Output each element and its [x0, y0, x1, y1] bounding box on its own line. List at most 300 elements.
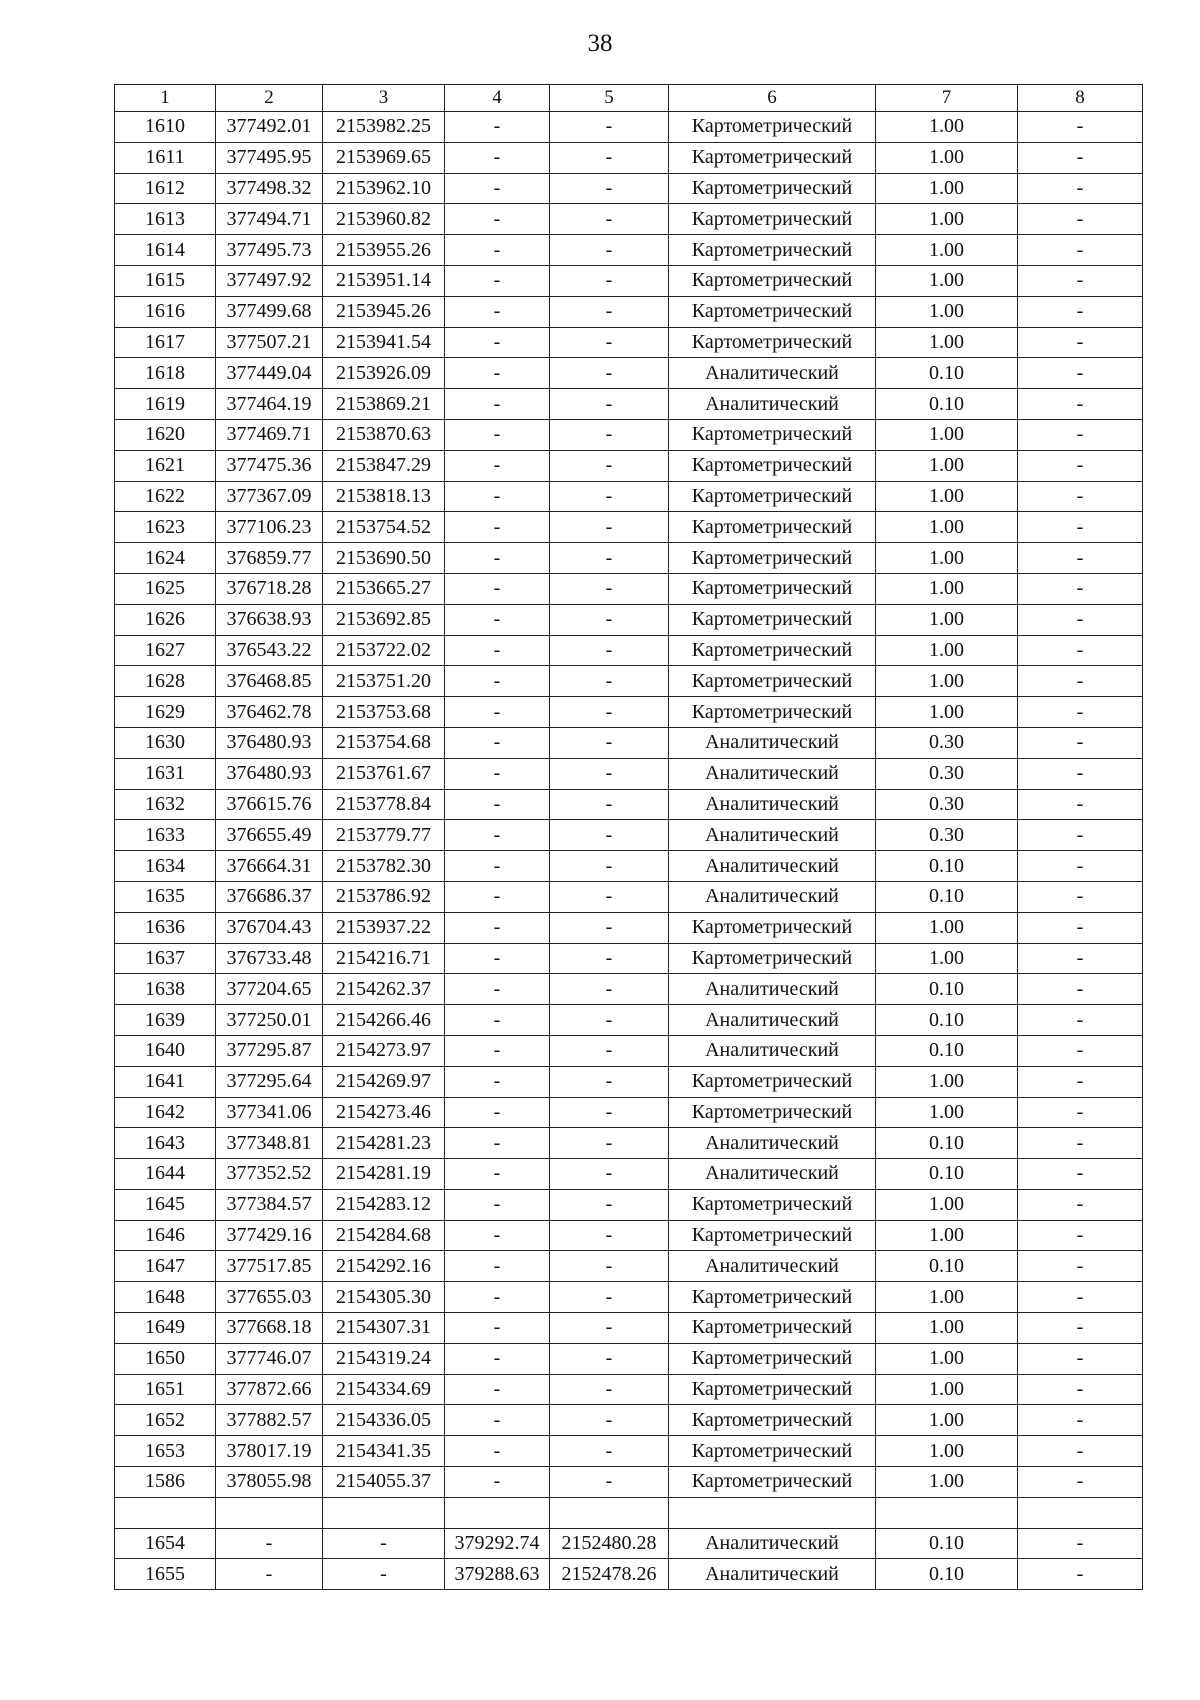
table-row [115, 789, 1143, 820]
table-cell: Аналитический [669, 727, 876, 758]
table-cell: 1.00 [876, 142, 1018, 173]
table-cell: 376686.37 [216, 881, 323, 912]
table-cell: - [445, 974, 550, 1005]
table-cell: Аналитический [669, 358, 876, 389]
table-cell: 376638.93 [216, 604, 323, 635]
table-row [115, 419, 1143, 450]
table-cell: 377507.21 [216, 327, 323, 358]
table-row [115, 450, 1143, 481]
table-cell: - [550, 851, 669, 882]
table-cell: - [1018, 1066, 1143, 1097]
table-cell: - [550, 1282, 669, 1313]
table-row [115, 943, 1143, 974]
table-cell: 2154292.16 [323, 1251, 445, 1282]
table-cell: 1.00 [876, 912, 1018, 943]
table-cell: 1.00 [876, 204, 1018, 235]
table-cell: Картометрический [669, 112, 876, 143]
table-cell: - [216, 1528, 323, 1559]
table-cell: - [445, 1189, 550, 1220]
table-cell: 377746.07 [216, 1343, 323, 1374]
table-cell: 2154284.68 [323, 1220, 445, 1251]
table-row [115, 327, 1143, 358]
table-cell: - [1018, 820, 1143, 851]
table-cell: 1614 [115, 235, 216, 266]
table-cell: - [1018, 1559, 1143, 1590]
table-cell: - [1018, 1343, 1143, 1374]
table-cell: Аналитический [669, 789, 876, 820]
table-cell: - [1018, 543, 1143, 574]
table-cell: 1.00 [876, 666, 1018, 697]
table-cell: - [1018, 512, 1143, 543]
table-cell: 1639 [115, 1005, 216, 1036]
table-cell: 1612 [115, 173, 216, 204]
table-cell: 1652 [115, 1405, 216, 1436]
table-cell: 1654 [115, 1528, 216, 1559]
table-cell: 2154341.35 [323, 1436, 445, 1467]
table-cell: 0.10 [876, 1128, 1018, 1159]
table-cell: - [550, 1097, 669, 1128]
table-cell: - [1018, 573, 1143, 604]
table-cell: 1.00 [876, 1066, 1018, 1097]
table-cell: 1.00 [876, 173, 1018, 204]
table-cell: 2153955.26 [323, 235, 445, 266]
table-cell: - [323, 1528, 445, 1559]
table-cell: 1.00 [876, 573, 1018, 604]
table-cell: 2153761.67 [323, 758, 445, 789]
table-cell: 0.10 [876, 1005, 1018, 1036]
table-cell: 2153869.21 [323, 389, 445, 420]
table-cell: Картометрический [669, 666, 876, 697]
table-cell: Аналитический [669, 1528, 876, 1559]
column-header: 3 [323, 85, 445, 112]
table-cell: - [1018, 851, 1143, 882]
table-row [115, 235, 1143, 266]
table-cell: - [445, 358, 550, 389]
table-row [115, 265, 1143, 296]
table-cell: - [445, 1097, 550, 1128]
table-cell: Картометрический [669, 1467, 876, 1498]
table-cell: Картометрический [669, 635, 876, 666]
table-row [115, 697, 1143, 728]
table-cell: Аналитический [669, 820, 876, 851]
table-cell: 1623 [115, 512, 216, 543]
table-cell: - [445, 1405, 550, 1436]
table-cell: 1651 [115, 1374, 216, 1405]
table-cell: - [445, 543, 550, 574]
table-row [115, 912, 1143, 943]
table-row [115, 666, 1143, 697]
table-row [115, 512, 1143, 543]
column-header: 2 [216, 85, 323, 112]
table-cell: - [550, 1005, 669, 1036]
table-cell: 377341.06 [216, 1097, 323, 1128]
table-cell: 376733.48 [216, 943, 323, 974]
table-cell: 2152478.26 [550, 1559, 669, 1590]
table-cell: 0.10 [876, 881, 1018, 912]
table-cell: 2153782.30 [323, 851, 445, 882]
table-cell [876, 1497, 1018, 1528]
table-cell: - [550, 881, 669, 912]
table-cell: - [1018, 727, 1143, 758]
table-cell: 1615 [115, 265, 216, 296]
table-cell: 1642 [115, 1097, 216, 1128]
table-cell: 2153969.65 [323, 142, 445, 173]
table-cell: 376859.77 [216, 543, 323, 574]
table-cell: - [445, 450, 550, 481]
table-cell: Картометрический [669, 1405, 876, 1436]
table-row [115, 358, 1143, 389]
table-cell: 1626 [115, 604, 216, 635]
table-cell: 2154216.71 [323, 943, 445, 974]
table-row [115, 1097, 1143, 1128]
table-row [115, 389, 1143, 420]
table-cell: 2153960.82 [323, 204, 445, 235]
table-cell: 2153665.27 [323, 573, 445, 604]
table-cell: 1616 [115, 296, 216, 327]
table-cell: 1621 [115, 450, 216, 481]
table-cell: 1.00 [876, 235, 1018, 266]
table-cell: - [550, 1436, 669, 1467]
table-cell: 377872.66 [216, 1374, 323, 1405]
table-cell [550, 1497, 669, 1528]
table-cell: 2153926.09 [323, 358, 445, 389]
table-cell: - [445, 881, 550, 912]
table-row [115, 1159, 1143, 1190]
table-cell: - [1018, 635, 1143, 666]
table-cell: 1586 [115, 1467, 216, 1498]
table-cell: - [1018, 789, 1143, 820]
table-cell: - [1018, 1189, 1143, 1220]
table-cell: 2154055.37 [323, 1467, 445, 1498]
table-cell [216, 1497, 323, 1528]
table-cell: Картометрический [669, 1066, 876, 1097]
table-cell: 1.00 [876, 697, 1018, 728]
table-cell: - [550, 235, 669, 266]
table-row [115, 173, 1143, 204]
table-cell: 2154269.97 [323, 1066, 445, 1097]
table-row [115, 820, 1143, 851]
table-cell: 1.00 [876, 1343, 1018, 1374]
table-cell: - [1018, 943, 1143, 974]
table-cell: - [445, 327, 550, 358]
table-cell: Картометрический [669, 450, 876, 481]
table-row [115, 1343, 1143, 1374]
table-cell: 1620 [115, 419, 216, 450]
table-cell: 376480.93 [216, 758, 323, 789]
table-row [115, 1528, 1143, 1559]
table-cell: - [1018, 450, 1143, 481]
table-cell: - [550, 974, 669, 1005]
table-cell: - [550, 604, 669, 635]
table-cell: - [445, 481, 550, 512]
table-cell: - [445, 789, 550, 820]
table-cell: - [550, 1220, 669, 1251]
table-cell: 0.10 [876, 851, 1018, 882]
table-row [115, 1282, 1143, 1313]
table-cell: - [445, 296, 550, 327]
table-cell: Аналитический [669, 1159, 876, 1190]
table-cell: 377469.71 [216, 419, 323, 450]
table-cell: 1.00 [876, 1097, 1018, 1128]
table-cell: 0.10 [876, 974, 1018, 1005]
table-cell: 2154262.37 [323, 974, 445, 1005]
table-cell: 376543.22 [216, 635, 323, 666]
table-cell: - [445, 265, 550, 296]
table-cell: - [445, 1436, 550, 1467]
table-cell: 377204.65 [216, 974, 323, 1005]
table-cell: 1649 [115, 1313, 216, 1344]
table-cell: - [445, 235, 550, 266]
table-cell: 2153779.77 [323, 820, 445, 851]
column-header: 5 [550, 85, 669, 112]
table-cell: - [1018, 1035, 1143, 1066]
table-cell: - [550, 389, 669, 420]
table-cell: 2152480.28 [550, 1528, 669, 1559]
table-cell: 2154336.05 [323, 1405, 445, 1436]
table-cell: 0.10 [876, 358, 1018, 389]
table-cell: - [445, 1374, 550, 1405]
table-cell: 1619 [115, 389, 216, 420]
table-row [115, 1313, 1143, 1344]
table-cell: 377384.57 [216, 1189, 323, 1220]
table-row [115, 296, 1143, 327]
table-cell: 1.00 [876, 481, 1018, 512]
table-cell: - [445, 727, 550, 758]
table-cell: Картометрический [669, 1097, 876, 1128]
table-cell: 1.00 [876, 450, 1018, 481]
table-cell: - [550, 142, 669, 173]
table-cell: 1640 [115, 1035, 216, 1066]
column-header: 7 [876, 85, 1018, 112]
table-cell: 1.00 [876, 265, 1018, 296]
column-header: 8 [1018, 85, 1143, 112]
table-row [115, 758, 1143, 789]
table-cell: - [445, 604, 550, 635]
table-cell: - [1018, 389, 1143, 420]
table-cell: 1613 [115, 204, 216, 235]
table-cell: 1.00 [876, 543, 1018, 574]
table-row [115, 573, 1143, 604]
table-cell: 1.00 [876, 419, 1018, 450]
table-cell: 2154319.24 [323, 1343, 445, 1374]
table-cell: - [445, 1467, 550, 1498]
table-cell: - [445, 1159, 550, 1190]
table-cell: 1625 [115, 573, 216, 604]
table-cell: - [445, 820, 550, 851]
table-cell: - [445, 851, 550, 882]
table-cell: Аналитический [669, 1005, 876, 1036]
table-cell: 2154307.31 [323, 1313, 445, 1344]
table-cell: - [550, 358, 669, 389]
table-cell: 1.00 [876, 1220, 1018, 1251]
table-cell: 376615.76 [216, 789, 323, 820]
table-cell: - [1018, 1282, 1143, 1313]
table-cell: - [1018, 1128, 1143, 1159]
table-cell: - [550, 758, 669, 789]
table-cell: Картометрический [669, 1343, 876, 1374]
table-cell: 376462.78 [216, 697, 323, 728]
table-cell: 2154334.69 [323, 1374, 445, 1405]
table-cell: 377517.85 [216, 1251, 323, 1282]
table-cell: 1641 [115, 1066, 216, 1097]
table-cell: Картометрический [669, 419, 876, 450]
table-cell: - [1018, 112, 1143, 143]
table-cell: - [445, 204, 550, 235]
table-cell: - [550, 419, 669, 450]
table-cell: 1648 [115, 1282, 216, 1313]
table-cell: - [445, 512, 550, 543]
table-cell: 1643 [115, 1128, 216, 1159]
table-row [115, 1559, 1143, 1590]
table-cell: 2154266.46 [323, 1005, 445, 1036]
table-row [115, 1189, 1143, 1220]
table-cell: - [550, 573, 669, 604]
table-cell: 0.10 [876, 389, 1018, 420]
table-cell: 1644 [115, 1159, 216, 1190]
table-cell: - [550, 1251, 669, 1282]
table-cell: 1.00 [876, 512, 1018, 543]
table-cell: 1653 [115, 1436, 216, 1467]
table-cell: - [1018, 142, 1143, 173]
table-cell: - [1018, 1097, 1143, 1128]
table-cell: 1647 [115, 1251, 216, 1282]
table-cell: 1.00 [876, 1436, 1018, 1467]
table-row [115, 727, 1143, 758]
table-cell: - [445, 666, 550, 697]
table-cell: 0.30 [876, 820, 1018, 851]
table-row [115, 142, 1143, 173]
table-cell: 0.10 [876, 1035, 1018, 1066]
table-cell: Картометрический [669, 1374, 876, 1405]
table-row [115, 1497, 1143, 1528]
table-cell: 2153951.14 [323, 265, 445, 296]
table-cell: - [1018, 419, 1143, 450]
table-cell: 2153754.52 [323, 512, 445, 543]
table-cell: 2153945.26 [323, 296, 445, 327]
table-cell: - [1018, 1313, 1143, 1344]
table-cell: - [550, 1189, 669, 1220]
table-cell: - [445, 1251, 550, 1282]
table-cell: 1617 [115, 327, 216, 358]
table-cell: 2153690.50 [323, 543, 445, 574]
table-row [115, 604, 1143, 635]
table-cell: - [445, 697, 550, 728]
table-cell: 377655.03 [216, 1282, 323, 1313]
table-cell: - [550, 543, 669, 574]
table-cell: 377106.23 [216, 512, 323, 543]
table-cell: 1.00 [876, 1405, 1018, 1436]
table-cell: 377497.92 [216, 265, 323, 296]
table-cell [1018, 1497, 1143, 1528]
table-cell: Картометрический [669, 697, 876, 728]
table-cell [669, 1497, 876, 1528]
table-cell: - [1018, 1159, 1143, 1190]
table-cell: - [550, 666, 669, 697]
table-cell: - [445, 1066, 550, 1097]
table-cell: - [1018, 974, 1143, 1005]
table-cell: - [445, 573, 550, 604]
table-cell: 377498.32 [216, 173, 323, 204]
table-cell: - [445, 1313, 550, 1344]
table-cell: 2154281.23 [323, 1128, 445, 1159]
table-cell: 377495.73 [216, 235, 323, 266]
table-cell [445, 1497, 550, 1528]
table-cell: Аналитический [669, 1251, 876, 1282]
table-cell: - [550, 173, 669, 204]
table-cell: - [550, 1343, 669, 1374]
table-cell: - [1018, 881, 1143, 912]
table-cell: - [550, 296, 669, 327]
table-cell: 377492.01 [216, 112, 323, 143]
table-cell: 2153692.85 [323, 604, 445, 635]
table-cell: Картометрический [669, 1313, 876, 1344]
table-cell [323, 1497, 445, 1528]
table-cell: - [550, 1035, 669, 1066]
table-cell: 1632 [115, 789, 216, 820]
table-cell: 2154273.46 [323, 1097, 445, 1128]
table-cell: 2153847.29 [323, 450, 445, 481]
table-cell: - [445, 635, 550, 666]
table-cell: - [445, 173, 550, 204]
table-cell: Картометрический [669, 512, 876, 543]
table-cell: Аналитический [669, 389, 876, 420]
table-cell: - [1018, 758, 1143, 789]
table-header-row [115, 85, 1143, 112]
table-cell: - [550, 481, 669, 512]
table-cell: Картометрический [669, 1282, 876, 1313]
table-cell: - [1018, 481, 1143, 512]
table-cell: - [550, 727, 669, 758]
table-cell: 377352.52 [216, 1159, 323, 1190]
table-cell: 2153941.54 [323, 327, 445, 358]
table-cell: 378055.98 [216, 1467, 323, 1498]
table-cell: Картометрический [669, 912, 876, 943]
table-row [115, 1066, 1143, 1097]
table-row [115, 974, 1143, 1005]
table-cell: 2153982.25 [323, 112, 445, 143]
table-cell: 377429.16 [216, 1220, 323, 1251]
table-cell: Аналитический [669, 974, 876, 1005]
table-cell: Картометрический [669, 604, 876, 635]
table-cell: - [445, 758, 550, 789]
table-cell: Картометрический [669, 327, 876, 358]
table-row [115, 1436, 1143, 1467]
table-cell: 1.00 [876, 1189, 1018, 1220]
table-cell: 1624 [115, 543, 216, 574]
table-cell: - [1018, 1251, 1143, 1282]
table-cell: 2153778.84 [323, 789, 445, 820]
table-cell: 2153722.02 [323, 635, 445, 666]
table-cell: - [1018, 1405, 1143, 1436]
table-cell: 1.00 [876, 327, 1018, 358]
table-cell: 377494.71 [216, 204, 323, 235]
table-cell: 2153937.22 [323, 912, 445, 943]
table-cell: 377348.81 [216, 1128, 323, 1159]
table-cell: - [550, 912, 669, 943]
table-cell: 1631 [115, 758, 216, 789]
table-cell: 1.00 [876, 1313, 1018, 1344]
table-row [115, 1467, 1143, 1498]
table-cell: 376704.43 [216, 912, 323, 943]
table-cell: 2153870.63 [323, 419, 445, 450]
table-cell: Картометрический [669, 265, 876, 296]
table-cell: 0.10 [876, 1159, 1018, 1190]
table-cell: - [1018, 1436, 1143, 1467]
table-cell: Аналитический [669, 1128, 876, 1159]
table-cell: Картометрический [669, 173, 876, 204]
table-cell: - [550, 789, 669, 820]
table-cell: 377295.87 [216, 1035, 323, 1066]
